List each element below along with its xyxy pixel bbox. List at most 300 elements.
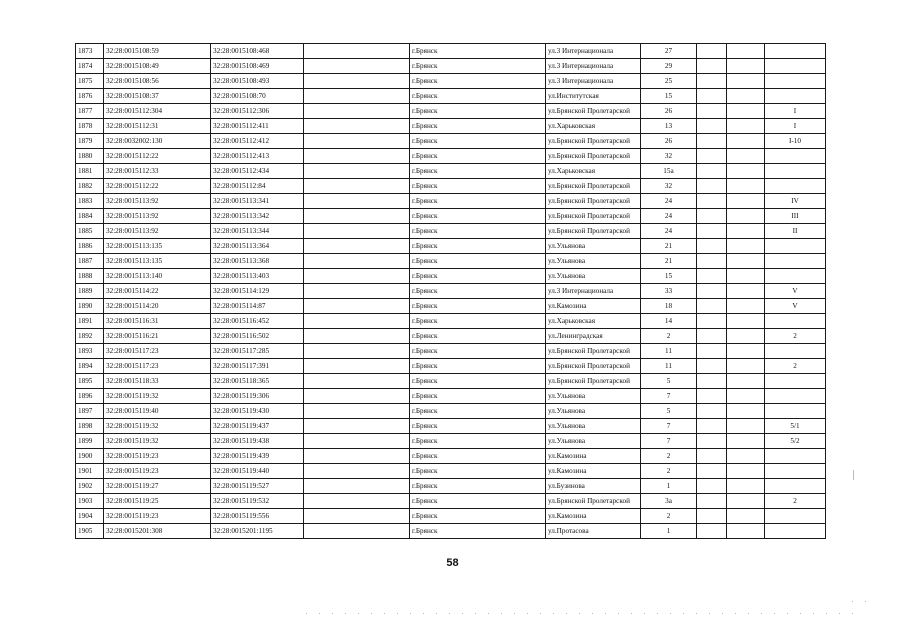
house-number-cell: 29 <box>641 59 697 74</box>
empty-cell <box>304 494 410 509</box>
object-cadastral-number: 32:28:0015112:413 <box>211 149 304 164</box>
extra-cell-2 <box>727 269 765 284</box>
extra-cell-1 <box>697 149 727 164</box>
extra-cell-1 <box>697 299 727 314</box>
object-cadastral-number: 32:28:0015108:493 <box>211 74 304 89</box>
extra-cell-2 <box>727 494 765 509</box>
premises-number-cell: V <box>765 299 826 314</box>
row-number: 1891 <box>76 314 104 329</box>
row-number: 1897 <box>76 404 104 419</box>
cadastral-number: 32:28:0015118:33 <box>104 374 211 389</box>
city-cell: г.Брянск <box>410 479 546 494</box>
object-cadastral-number: 32:28:0015113:342 <box>211 209 304 224</box>
city-cell: г.Брянск <box>410 149 546 164</box>
premises-number-cell: 2 <box>765 494 826 509</box>
empty-cell <box>304 479 410 494</box>
premises-number-cell <box>765 239 826 254</box>
empty-cell <box>304 164 410 179</box>
row-number: 1903 <box>76 494 104 509</box>
street-cell: ул.Камозина <box>546 299 641 314</box>
object-cadastral-number: 32:28:0015113:344 <box>211 224 304 239</box>
table-row <box>76 344 826 359</box>
extra-cell-2 <box>727 179 765 194</box>
extra-cell-1 <box>697 209 727 224</box>
table-row <box>76 524 826 539</box>
table-row <box>76 374 826 389</box>
premises-number-cell <box>765 89 826 104</box>
house-number-cell: 11 <box>641 359 697 374</box>
extra-cell-2 <box>727 449 765 464</box>
empty-cell <box>304 44 410 59</box>
scan-artifact <box>853 470 854 480</box>
street-cell: ул.Брянской Пролетарской <box>546 134 641 149</box>
empty-cell <box>304 509 410 524</box>
premises-number-cell <box>765 254 826 269</box>
extra-cell-2 <box>727 254 765 269</box>
object-cadastral-number: 32:28:0015116:502 <box>211 329 304 344</box>
street-cell: ул.Камозина <box>546 509 641 524</box>
table-row <box>76 479 826 494</box>
object-cadastral-number: 32:28:0015119:439 <box>211 449 304 464</box>
cadastral-number: 32:28:0015119:23 <box>104 509 211 524</box>
cadastral-number: 32:28:0015113:92 <box>104 209 211 224</box>
extra-cell-1 <box>697 104 727 119</box>
extra-cell-2 <box>727 329 765 344</box>
street-cell: ул.3 Интернационала <box>546 44 641 59</box>
object-cadastral-number: 32:28:0015108:70 <box>211 89 304 104</box>
street-cell: ул.Ульянова <box>546 389 641 404</box>
city-cell: г.Брянск <box>410 254 546 269</box>
premises-number-cell <box>765 374 826 389</box>
table-row <box>76 89 826 104</box>
premises-number-cell: I-10 <box>765 134 826 149</box>
cadastral-number: 32:28:0015119:25 <box>104 494 211 509</box>
cadastral-number: 32:28:0015112:22 <box>104 179 211 194</box>
cadastral-number: 32:28:0015112:304 <box>104 104 211 119</box>
city-cell: г.Брянск <box>410 464 546 479</box>
cadastral-number: 32:28:0015119:27 <box>104 479 211 494</box>
object-cadastral-number: 32:28:0015116:452 <box>211 314 304 329</box>
city-cell: г.Брянск <box>410 134 546 149</box>
table-row <box>76 434 826 449</box>
row-number: 1881 <box>76 164 104 179</box>
house-number-cell: 7 <box>641 389 697 404</box>
street-cell: ул.Брянской Пролетарской <box>546 104 641 119</box>
object-cadastral-number: 32:28:0015119:437 <box>211 419 304 434</box>
street-cell: ул.3 Интернационала <box>546 284 641 299</box>
extra-cell-2 <box>727 479 765 494</box>
city-cell: г.Брянск <box>410 299 546 314</box>
cadastral-number: 32:28:0015119:40 <box>104 404 211 419</box>
premises-number-cell <box>765 44 826 59</box>
empty-cell <box>304 374 410 389</box>
empty-cell <box>304 464 410 479</box>
cadastral-number: 32:28:0015112:31 <box>104 119 211 134</box>
table-row <box>76 404 826 419</box>
street-cell: ул.Харьковская <box>546 164 641 179</box>
house-number-cell: 14 <box>641 314 697 329</box>
extra-cell-1 <box>697 284 727 299</box>
scan-artifact <box>300 612 860 615</box>
row-number: 1875 <box>76 74 104 89</box>
table-row <box>76 44 826 59</box>
object-cadastral-number: 32:28:0015119:430 <box>211 404 304 419</box>
house-number-cell: 24 <box>641 224 697 239</box>
extra-cell-1 <box>697 449 727 464</box>
city-cell: г.Брянск <box>410 389 546 404</box>
extra-cell-2 <box>727 104 765 119</box>
extra-cell-1 <box>697 329 727 344</box>
house-number-cell: 32 <box>641 179 697 194</box>
premises-number-cell <box>765 269 826 284</box>
row-number: 1901 <box>76 464 104 479</box>
premises-number-cell <box>765 74 826 89</box>
street-cell: ул.Бузинова <box>546 479 641 494</box>
house-number-cell: 5 <box>641 404 697 419</box>
extra-cell-1 <box>697 404 727 419</box>
table-body <box>76 44 826 539</box>
street-cell: ул.Протасова <box>546 524 641 539</box>
cadastral-number: 32:28:0015119:23 <box>104 464 211 479</box>
city-cell: г.Брянск <box>410 194 546 209</box>
table-row <box>76 314 826 329</box>
row-number: 1877 <box>76 104 104 119</box>
object-cadastral-number: 32:28:0015119:306 <box>211 389 304 404</box>
row-number: 1882 <box>76 179 104 194</box>
table-row <box>76 209 826 224</box>
cadastral-number: 32:28:0015113:92 <box>104 194 211 209</box>
extra-cell-1 <box>697 509 727 524</box>
row-number: 1905 <box>76 524 104 539</box>
city-cell: г.Брянск <box>410 104 546 119</box>
street-cell: ул.Ульянова <box>546 239 641 254</box>
house-number-cell: 21 <box>641 239 697 254</box>
city-cell: г.Брянск <box>410 44 546 59</box>
premises-number-cell: 2 <box>765 359 826 374</box>
object-cadastral-number: 32:28:0015118:365 <box>211 374 304 389</box>
empty-cell <box>304 239 410 254</box>
scan-artifact <box>846 600 866 603</box>
empty-cell <box>304 224 410 239</box>
street-cell: ул.Брянской Пролетарской <box>546 179 641 194</box>
cadastral-number: 32:28:0015116:21 <box>104 329 211 344</box>
extra-cell-2 <box>727 464 765 479</box>
table-row <box>76 194 826 209</box>
empty-cell <box>304 449 410 464</box>
street-cell: ул.Камозина <box>546 449 641 464</box>
street-cell: ул.Ульянова <box>546 434 641 449</box>
city-cell: г.Брянск <box>410 314 546 329</box>
city-cell: г.Брянск <box>410 209 546 224</box>
object-cadastral-number: 32:28:0015119:527 <box>211 479 304 494</box>
object-cadastral-number: 32:28:0015112:84 <box>211 179 304 194</box>
extra-cell-2 <box>727 314 765 329</box>
extra-cell-1 <box>697 359 727 374</box>
premises-number-cell <box>765 509 826 524</box>
table-row <box>76 59 826 74</box>
row-number: 1884 <box>76 209 104 224</box>
row-number: 1898 <box>76 419 104 434</box>
extra-cell-1 <box>697 464 727 479</box>
extra-cell-1 <box>697 179 727 194</box>
cadastral-number: 32:28:0032002:130 <box>104 134 211 149</box>
empty-cell <box>304 344 410 359</box>
object-cadastral-number: 32:28:0015119:556 <box>211 509 304 524</box>
house-number-cell: 24 <box>641 209 697 224</box>
cadastral-number: 32:28:0015113:135 <box>104 239 211 254</box>
street-cell: ул.Брянской Пролетарской <box>546 359 641 374</box>
house-number-cell: 15а <box>641 164 697 179</box>
cadastral-number: 32:28:0015113:92 <box>104 224 211 239</box>
object-cadastral-number: 32:28:0015113:403 <box>211 269 304 284</box>
cadastral-number: 32:28:0015108:59 <box>104 44 211 59</box>
extra-cell-2 <box>727 374 765 389</box>
object-cadastral-number: 32:28:0015112:412 <box>211 134 304 149</box>
house-number-cell: 13 <box>641 119 697 134</box>
row-number: 1890 <box>76 299 104 314</box>
city-cell: г.Брянск <box>410 284 546 299</box>
table-row <box>76 389 826 404</box>
extra-cell-1 <box>697 434 727 449</box>
house-number-cell: 21 <box>641 254 697 269</box>
street-cell: ул.Брянской Пролетарской <box>546 194 641 209</box>
cadastral-number: 32:28:0015119:32 <box>104 389 211 404</box>
object-cadastral-number: 32:28:0015108:468 <box>211 44 304 59</box>
street-cell: ул.Ульянова <box>546 254 641 269</box>
row-number: 1880 <box>76 149 104 164</box>
premises-number-cell <box>765 344 826 359</box>
object-cadastral-number: 32:28:0015117:391 <box>211 359 304 374</box>
city-cell: г.Брянск <box>410 224 546 239</box>
premises-number-cell <box>765 464 826 479</box>
empty-cell <box>304 329 410 344</box>
row-number: 1885 <box>76 224 104 239</box>
extra-cell-1 <box>697 524 727 539</box>
table-row <box>76 509 826 524</box>
city-cell: г.Брянск <box>410 179 546 194</box>
extra-cell-2 <box>727 59 765 74</box>
table-row <box>76 329 826 344</box>
extra-cell-1 <box>697 194 727 209</box>
street-cell: ул.3 Интернационала <box>546 74 641 89</box>
house-number-cell: 33 <box>641 284 697 299</box>
empty-cell <box>304 434 410 449</box>
empty-cell <box>304 119 410 134</box>
object-cadastral-number: 32:28:0015119:438 <box>211 434 304 449</box>
object-cadastral-number: 32:28:0015108:469 <box>211 59 304 74</box>
extra-cell-1 <box>697 89 727 104</box>
city-cell: г.Брянск <box>410 434 546 449</box>
object-cadastral-number: 32:28:0015119:532 <box>211 494 304 509</box>
city-cell: г.Брянск <box>410 374 546 389</box>
street-cell: ул.Брянской Пролетарской <box>546 344 641 359</box>
empty-cell <box>304 104 410 119</box>
house-number-cell: 2 <box>641 329 697 344</box>
empty-cell <box>304 284 410 299</box>
premises-number-cell: I <box>765 119 826 134</box>
street-cell: ул.Брянской Пролетарской <box>546 224 641 239</box>
empty-cell <box>304 134 410 149</box>
extra-cell-1 <box>697 254 727 269</box>
object-cadastral-number: 32:28:0015114:129 <box>211 284 304 299</box>
premises-number-cell <box>765 524 826 539</box>
house-number-cell: 1 <box>641 524 697 539</box>
table-row <box>76 119 826 134</box>
street-cell: ул.Ульянова <box>546 419 641 434</box>
empty-cell <box>304 194 410 209</box>
extra-cell-1 <box>697 239 727 254</box>
premises-number-cell: IV <box>765 194 826 209</box>
extra-cell-2 <box>727 509 765 524</box>
extra-cell-2 <box>727 359 765 374</box>
table-row <box>76 179 826 194</box>
street-cell: ул.Брянской Пролетарской <box>546 209 641 224</box>
empty-cell <box>304 179 410 194</box>
row-number: 1895 <box>76 374 104 389</box>
premises-number-cell: II <box>765 224 826 239</box>
row-number: 1894 <box>76 359 104 374</box>
empty-cell <box>304 209 410 224</box>
street-cell: ул.Камозина <box>546 464 641 479</box>
premises-number-cell: V <box>765 284 826 299</box>
cadastral-number: 32:28:0015112:33 <box>104 164 211 179</box>
premises-number-cell: 5/2 <box>765 434 826 449</box>
empty-cell <box>304 389 410 404</box>
object-cadastral-number: 32:28:0015113:368 <box>211 254 304 269</box>
extra-cell-1 <box>697 389 727 404</box>
document-sheet <box>75 43 825 539</box>
extra-cell-2 <box>727 419 765 434</box>
premises-number-cell: I <box>765 104 826 119</box>
property-registry-table <box>75 43 826 539</box>
cadastral-number: 32:28:0015119:32 <box>104 419 211 434</box>
extra-cell-1 <box>697 344 727 359</box>
extra-cell-2 <box>727 224 765 239</box>
premises-number-cell <box>765 149 826 164</box>
row-number: 1873 <box>76 44 104 59</box>
city-cell: г.Брянск <box>410 89 546 104</box>
empty-cell <box>304 254 410 269</box>
house-number-cell: 32 <box>641 149 697 164</box>
object-cadastral-number: 32:28:0015114:87 <box>211 299 304 314</box>
row-number: 1878 <box>76 119 104 134</box>
city-cell: г.Брянск <box>410 59 546 74</box>
table-row <box>76 494 826 509</box>
empty-cell <box>304 149 410 164</box>
street-cell: ул.Харьковская <box>546 119 641 134</box>
house-number-cell: 2 <box>641 509 697 524</box>
table-row <box>76 104 826 119</box>
empty-cell <box>304 74 410 89</box>
row-number: 1886 <box>76 239 104 254</box>
city-cell: г.Брянск <box>410 509 546 524</box>
city-cell: г.Брянск <box>410 419 546 434</box>
premises-number-cell: III <box>765 209 826 224</box>
city-cell: г.Брянск <box>410 269 546 284</box>
cadastral-number: 32:28:0015119:32 <box>104 434 211 449</box>
row-number: 1876 <box>76 89 104 104</box>
extra-cell-2 <box>727 434 765 449</box>
object-cadastral-number: 32:28:0015201:1195 <box>211 524 304 539</box>
city-cell: г.Брянск <box>410 344 546 359</box>
city-cell: г.Брянск <box>410 494 546 509</box>
city-cell: г.Брянск <box>410 404 546 419</box>
cadastral-number: 32:28:0015108:56 <box>104 74 211 89</box>
row-number: 1902 <box>76 479 104 494</box>
house-number-cell: 18 <box>641 299 697 314</box>
city-cell: г.Брянск <box>410 74 546 89</box>
object-cadastral-number: 32:28:0015117:285 <box>211 344 304 359</box>
object-cadastral-number: 32:28:0015112:434 <box>211 164 304 179</box>
premises-number-cell <box>765 314 826 329</box>
premises-number-cell <box>765 404 826 419</box>
house-number-cell: 11 <box>641 344 697 359</box>
city-cell: г.Брянск <box>410 164 546 179</box>
cadastral-number: 32:28:0015114:22 <box>104 284 211 299</box>
table-row <box>76 134 826 149</box>
house-number-cell: 7 <box>641 419 697 434</box>
house-number-cell: 26 <box>641 134 697 149</box>
row-number: 1879 <box>76 134 104 149</box>
empty-cell <box>304 359 410 374</box>
extra-cell-2 <box>727 209 765 224</box>
extra-cell-1 <box>697 164 727 179</box>
table-row <box>76 299 826 314</box>
table-row <box>76 269 826 284</box>
empty-cell <box>304 419 410 434</box>
city-cell: г.Брянск <box>410 359 546 374</box>
cadastral-number: 32:28:0015116:31 <box>104 314 211 329</box>
street-cell: ул.Брянской Пролетарской <box>546 149 641 164</box>
extra-cell-2 <box>727 524 765 539</box>
cadastral-number: 32:28:0015113:140 <box>104 269 211 284</box>
extra-cell-1 <box>697 119 727 134</box>
object-cadastral-number: 32:28:0015112:306 <box>211 104 304 119</box>
object-cadastral-number: 32:28:0015119:440 <box>211 464 304 479</box>
city-cell: г.Брянск <box>410 329 546 344</box>
city-cell: г.Брянск <box>410 239 546 254</box>
extra-cell-1 <box>697 269 727 284</box>
extra-cell-1 <box>697 224 727 239</box>
extra-cell-2 <box>727 149 765 164</box>
table-row <box>76 254 826 269</box>
table-row <box>76 419 826 434</box>
house-number-cell: 15 <box>641 89 697 104</box>
cadastral-number: 32:28:0015201:308 <box>104 524 211 539</box>
cadastral-number: 32:28:0015108:37 <box>104 89 211 104</box>
cadastral-number: 32:28:0015117:23 <box>104 359 211 374</box>
row-number: 1883 <box>76 194 104 209</box>
row-number: 1893 <box>76 344 104 359</box>
table-row <box>76 449 826 464</box>
extra-cell-2 <box>727 134 765 149</box>
house-number-cell: 26 <box>641 104 697 119</box>
house-number-cell: 27 <box>641 44 697 59</box>
row-number: 1899 <box>76 434 104 449</box>
city-cell: г.Брянск <box>410 524 546 539</box>
table-row <box>76 464 826 479</box>
cadastral-number: 32:28:0015119:23 <box>104 449 211 464</box>
empty-cell <box>304 314 410 329</box>
premises-number-cell <box>765 59 826 74</box>
extra-cell-1 <box>697 314 727 329</box>
street-cell: ул.Институтская <box>546 89 641 104</box>
row-number: 1888 <box>76 269 104 284</box>
street-cell: ул.Ленинградская <box>546 329 641 344</box>
extra-cell-2 <box>727 389 765 404</box>
cadastral-number: 32:28:0015114:20 <box>104 299 211 314</box>
city-cell: г.Брянск <box>410 449 546 464</box>
